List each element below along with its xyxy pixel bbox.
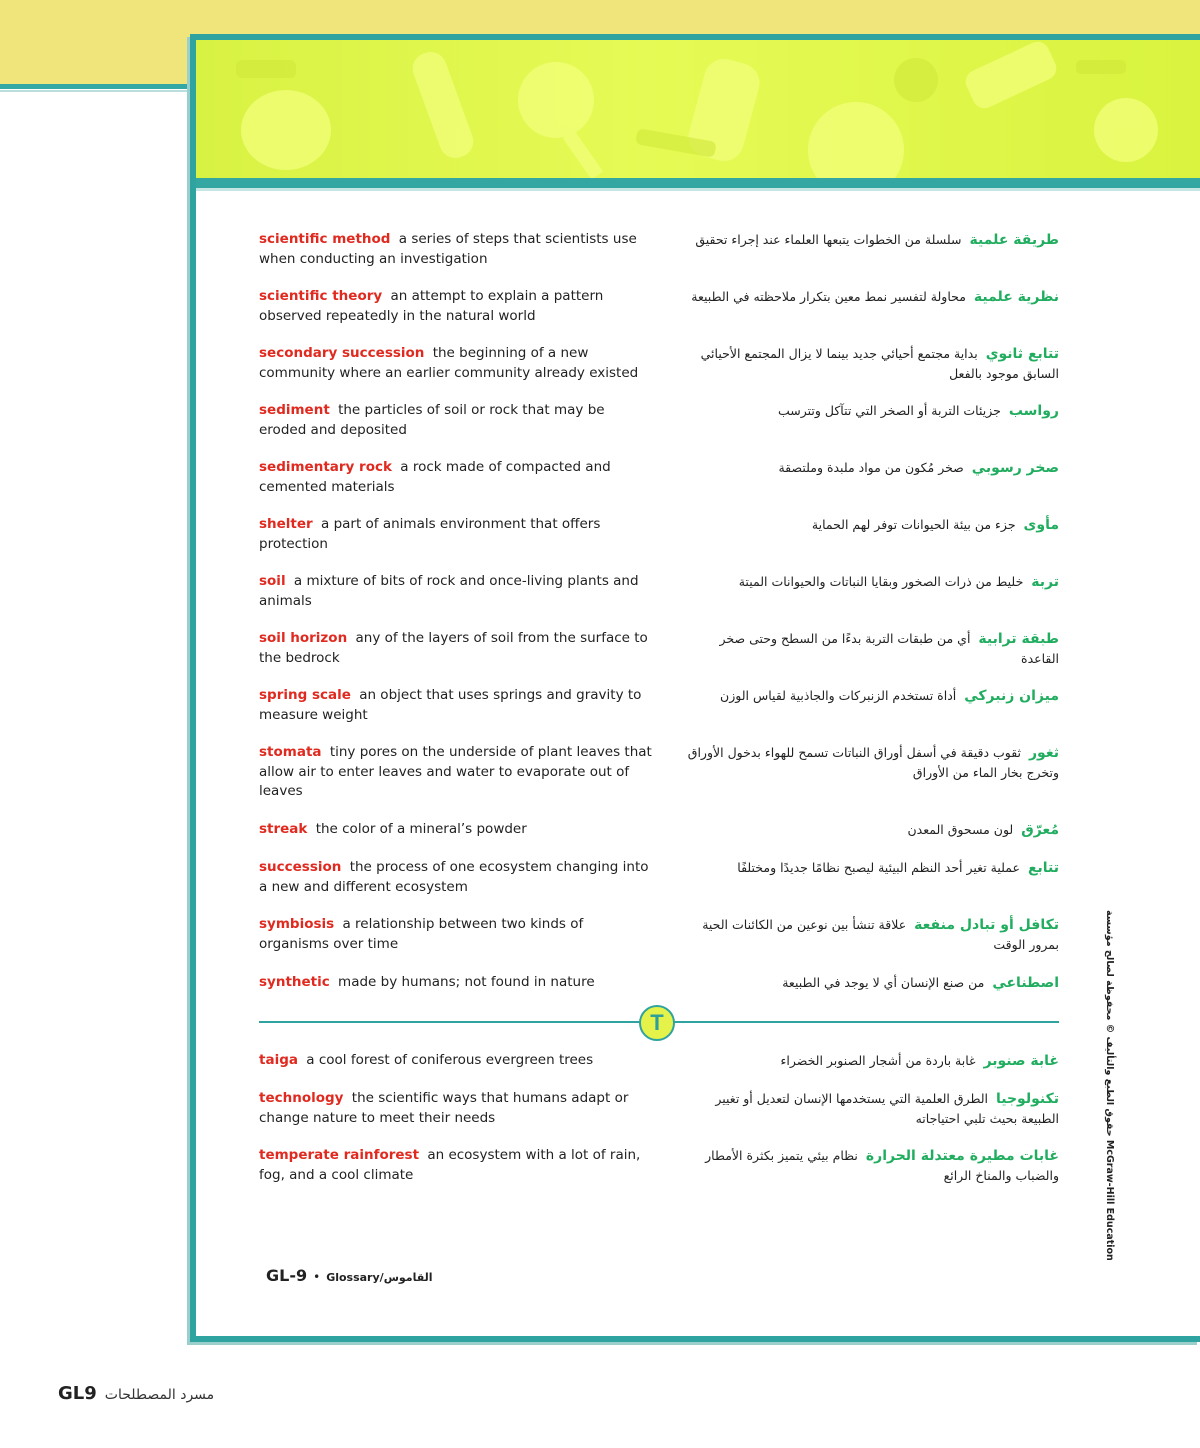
entry-definition-arabic: بداية مجتمع أحيائي جديد بينما لا يزال المجتمع الأحيائي السابق موجود بالفعل (700, 346, 1059, 381)
entry-term: stomata (259, 744, 322, 760)
entry-term: scientific theory (259, 288, 383, 304)
entry-term: succession (259, 859, 342, 875)
entry-definition: made by humans; not found in nature (338, 974, 595, 990)
entry-term-arabic: تتابع ثانوي (985, 346, 1059, 362)
bottom-page-label (58, 1383, 214, 1404)
entry-english (259, 1051, 654, 1071)
entry-term: sediment (259, 402, 330, 418)
entry-english (259, 401, 654, 440)
entry-arabic (679, 858, 1059, 878)
entry-english (259, 287, 654, 326)
entry-term: temperate rainforest (259, 1147, 420, 1163)
entry-definition-arabic: الطرق العلمية التي يستخدمها الإنسان لتعديل أو تغيير الطبيعة بحيث تلبي احتياجاته (715, 1091, 1059, 1126)
entry-definition: an ecosystem with a lot of rain, fog, and a cool climate (259, 1147, 641, 1183)
entry-term: synthetic (259, 974, 330, 990)
entry-arabic (679, 743, 1059, 783)
entry-english (259, 1146, 654, 1185)
entry-english (259, 572, 654, 611)
entry-english (259, 743, 654, 802)
entry-term: streak (259, 821, 308, 837)
entry-definition-arabic: صخر مُكون من مواد ملبدة وملتصقة (778, 460, 964, 475)
entry-term-arabic: اصطناعي (992, 975, 1059, 991)
entry-arabic (679, 572, 1059, 592)
bottom-page-title: مسرد المصطلحات (104, 1387, 215, 1403)
entry-english (259, 1089, 654, 1128)
entry-term-arabic: مُعرّق (1021, 822, 1059, 838)
entry-definition-arabic: غابة باردة من أشجار الصنوبر الخضراء (780, 1053, 976, 1068)
test-tube-icon (408, 48, 478, 163)
entry-definition: a part of animals environment that offers protection (259, 516, 601, 552)
entry-definition: a rock made of compacted and cemented materials (259, 459, 611, 495)
entry-definition: a series of steps that scientists use when conducting an investigation (259, 231, 637, 267)
bottom-page-number: GL9 (58, 1383, 97, 1404)
entry-arabic (679, 515, 1059, 535)
magnifier-icon (518, 62, 594, 138)
banner-bottom-strip-shadow (196, 188, 1200, 191)
entry-english (259, 230, 654, 269)
glossary-label: Glossary/القاموس (326, 1271, 433, 1284)
compass-icon (808, 102, 904, 178)
entry-term-arabic: غابة صنوبر (983, 1053, 1059, 1069)
entry-definition-arabic: لون مسحوق المعدن (907, 822, 1014, 837)
entry-arabic (679, 401, 1059, 421)
entry-term: secondary succession (259, 345, 425, 361)
entry-arabic (679, 820, 1059, 840)
entry-definition: an object that uses springs and gravity to measure weight (259, 687, 642, 723)
entry-definition: a relationship between two kinds of organisms over time (259, 916, 584, 952)
entry-arabic (679, 686, 1059, 706)
entry-term-arabic: طبقة ترابية (978, 631, 1059, 647)
entry-arabic (679, 1089, 1059, 1129)
entry-definition: tiny pores on the underside of plant leaves that allow air to enter leaves and water to evaporate out of leaves (259, 744, 652, 799)
entry-term: soil (259, 573, 286, 589)
entry-arabic (679, 230, 1059, 250)
entry-definition: a mixture of bits of rock and once-living plants and animals (259, 573, 639, 609)
entry-english (259, 858, 654, 897)
banner-illustration (196, 40, 1200, 178)
entry-definition: a cool forest of coniferous evergreen trees (306, 1052, 594, 1068)
entry-term-arabic: ثغور (1029, 745, 1059, 761)
entry-definition: the beginning of a new community where an earlier community already existed (259, 345, 639, 381)
entry-english (259, 973, 654, 993)
entry-term-arabic: صخر رسوبي (971, 460, 1059, 476)
entry-term: technology (259, 1090, 344, 1106)
page-number: GL-9 (266, 1266, 308, 1285)
entry-term-arabic: غابات مطيرة معتدلة الحرارة (865, 1148, 1059, 1164)
entry-english (259, 629, 654, 668)
entry-definition: the process of one ecosystem changing into a new and different ecosystem (259, 859, 649, 895)
page-footer (266, 1266, 433, 1288)
entry-arabic (679, 973, 1059, 993)
entry-term-arabic: تكافل أو تبادل منفعة (914, 917, 1059, 933)
entry-arabic (679, 458, 1059, 478)
entry-english (259, 515, 654, 554)
petri-dish-icon (1094, 98, 1158, 162)
entry-definition-arabic: جزء من بيئة الحيوانات توفر لهم الحماية (811, 517, 1016, 532)
entry-definition-arabic: خليط من ذرات الصخور وبقايا النباتات والحيوانات الميتة (738, 574, 1024, 589)
entry-definition-arabic: جزيئات التربة أو الصخر التي تتآكل وتترسب (777, 403, 1001, 418)
entry-definition-arabic: أي من طبقات التربة بدءًا من السطح وحتى صخر القاعدة (719, 631, 1059, 666)
entry-definition-arabic: ثقوب دقيقة في أسفل أوراق النباتات تسمح للهواء بدخول الأوراق وتخرج بخار الماء من الأوراق (687, 745, 1059, 780)
copyright-notice: حقوق الطبع والتأليف © محفوظة لصالح مؤسسة McGraw-Hill Education (1104, 910, 1115, 1261)
entry-term-arabic: طريقة علمية (969, 232, 1059, 248)
science-tools-banner (196, 40, 1200, 178)
entry-term: soil horizon (259, 630, 348, 646)
magnet-icon (962, 40, 1060, 112)
entry-definition: an attempt to explain a pattern observed repeatedly in the natural world (259, 288, 604, 324)
entry-term-arabic: مأوى (1023, 517, 1059, 533)
entry-definition-arabic: عملية تغير أحد النظم البيئية ليصبح نظامًا جديدًا ومختلفًا (737, 860, 1020, 875)
entry-definition-arabic: أداة تستخدم الزنبركات والجاذبية لقياس الوزن (720, 688, 957, 703)
entry-arabic (679, 629, 1059, 669)
entry-definition: the particles of soil or rock that may be eroded and deposited (259, 402, 605, 438)
entry-arabic (679, 915, 1059, 955)
entry-term: shelter (259, 516, 313, 532)
entry-term: taiga (259, 1052, 298, 1068)
entry-arabic (679, 1146, 1059, 1186)
entry-term-arabic: نظرية علمية (973, 289, 1059, 305)
left-accent-rule (0, 84, 192, 89)
entry-arabic (679, 1051, 1059, 1071)
entry-term-arabic: تتابع (1027, 860, 1059, 876)
entry-definition-arabic: نظام بيئي يتميز بكثرة الأمطار والضباب والمناخ الرائع (705, 1148, 1059, 1183)
entry-english (259, 344, 654, 383)
banner-bottom-strip (196, 178, 1200, 188)
entry-definition: the scientific ways that humans adapt or change nature to meet their needs (259, 1090, 629, 1126)
beaker-icon (241, 90, 331, 170)
entry-arabic (679, 287, 1059, 307)
entry-arabic (679, 344, 1059, 384)
entry-term: scientific method (259, 231, 391, 247)
entry-definition: any of the layers of soil from the surface to the bedrock (259, 630, 648, 666)
entry-term: spring scale (259, 687, 351, 703)
entry-definition-arabic: سلسلة من الخطوات يتبعها العلماء عند إجراء تحقيق (695, 232, 962, 247)
entry-term-arabic: ميزان زنبركي (964, 688, 1059, 704)
entry-definition-arabic: من صنع الإنسان أي لا يوجد في الطبيعة (782, 975, 985, 990)
entry-term: symbiosis (259, 916, 335, 932)
footer-bullet: • (313, 1270, 321, 1284)
entry-definition: the color of a mineral’s powder (315, 821, 527, 837)
left-accent-rule-shadow (0, 90, 192, 92)
entry-term-arabic: تكنولوجيا (996, 1091, 1059, 1107)
entry-english (259, 686, 654, 725)
section-letter-badge: T (639, 1005, 675, 1041)
entry-english (259, 915, 654, 954)
entry-term-arabic: تربة (1031, 574, 1059, 590)
magnifier-handle-icon (563, 131, 603, 178)
entry-term: sedimentary rock (259, 459, 392, 475)
entry-english (259, 820, 654, 840)
entry-definition-arabic: علاقة تنشأ بين نوعين من الكائنات الحية بمرور الوقت (702, 917, 1059, 952)
entry-definition-arabic: محاولة لتفسير نمط معين بتكرار ملاحظته في الطبيعة (691, 289, 966, 304)
entry-english (259, 458, 654, 497)
entry-term-arabic: رواسب (1008, 403, 1059, 419)
